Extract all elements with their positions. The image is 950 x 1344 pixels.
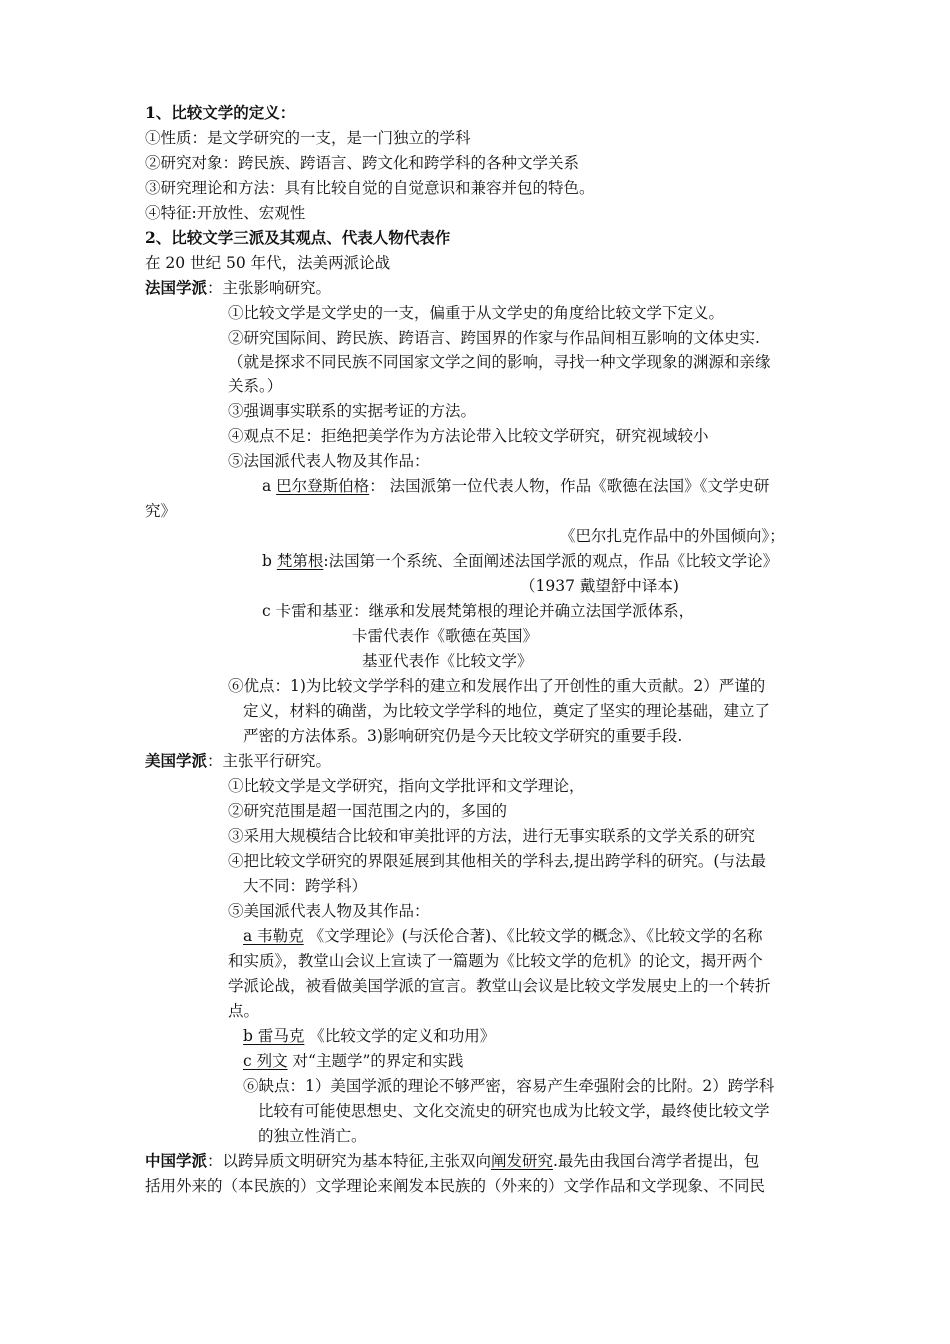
- american-rep-b: [243, 1024, 495, 1048]
- french-advantages-continued: 定义，材料的确凿，为比较文学学科的地位，奠定了坚实的理论基础，建立了: [243, 702, 771, 720]
- french-point-continued: （就是探求不同民族不同国家文学之间的影响，寻找一种文学现象的渊源和亲缘: [228, 353, 771, 371]
- chinese-school-label: 中国学派: [145, 1151, 208, 1170]
- intro-text: 在 20 世纪 50 年代，法美两派论战: [145, 254, 391, 272]
- chinese-school-header: [145, 1149, 759, 1173]
- american-point: ②研究范围是超一国范围之内的，多国的: [228, 802, 508, 820]
- american-disadvantages-continued: 比较有可能使思想史、文化交流史的研究也成为比较文学，最终使比较文学: [258, 1102, 770, 1120]
- french-rep-c: c 卡雷和基亚：继承和发展梵第根的理论并确立法国学派体系，: [262, 602, 695, 620]
- american-disadvantages-continued: 的独立性消亡。: [258, 1127, 367, 1145]
- rep-description: 对“主题学”的界定和实践: [287, 1052, 464, 1070]
- american-point: ⑤美国派代表人物及其作品：: [228, 902, 430, 920]
- definition-item: ②研究对象：跨民族、跨语言、跨文化和跨学科的各种文学关系: [145, 154, 580, 172]
- french-point: ⑤法国派代表人物及其作品：: [228, 452, 430, 470]
- rep-prefix: a: [262, 477, 277, 495]
- french-point: ②研究国际间、跨民族、跨语言、跨国界的作家与作品间相互影响的文体史实.: [228, 329, 760, 347]
- american-disadvantages: ⑥缺点：1）美国学派的理论不够严密，容易产生牵强附会的比附。2）跨学科: [243, 1077, 775, 1095]
- american-point: ④把比较文学研究的界限延展到其他相关的学科去,提出跨学科的研究。(与法最: [228, 852, 766, 870]
- french-rep-a-more: 《巴尔扎克作品中的外国倾向》；: [560, 527, 785, 545]
- american-point-continued: 大不同：跨学科）: [243, 877, 368, 895]
- rep-description: ： 法国派第一位代表人物，作品《歌德在法国》《文学史研: [369, 477, 770, 495]
- french-advantages: ⑥优点：1)为比较文学学科的建立和发展作出了开创性的重大贡献。2）严谨的: [228, 677, 766, 695]
- rep-description: 《比较文学的定义和功用》: [304, 1027, 496, 1045]
- chinese-school-continued: 括用外来的（本民族的）文学理论来阐发本民族的（外来的）文学作品和文学现象、不同民: [145, 1177, 766, 1195]
- french-advantages-continued: 严密的方法体系。3)影响研究仍是今天比较文学研究的重要手段.: [243, 727, 683, 745]
- french-rep-a: [262, 474, 769, 498]
- american-rep-a-continued: 和实质》，教堂山会议上宣读了一篇题为《比较文学的危机》的论文，揭开两个: [228, 952, 763, 970]
- rep-name-levin: c 列文: [243, 1052, 288, 1070]
- french-point-continued: 关系。）: [228, 377, 283, 395]
- american-point: ①比较文学是文学研究，指向文学批评和文学理论，: [228, 777, 585, 795]
- american-rep-a-continued: 学派论战，被看做美国学派的宣言。教堂山会议是比较文学发展史上的一个转折: [228, 977, 771, 995]
- rep-name-baldensperger: 巴尔登斯伯格: [276, 477, 370, 495]
- american-school-label: 美国学派: [145, 751, 208, 770]
- french-school-claim: ：主张影响研究。: [207, 279, 332, 297]
- french-rep-b-more: （1937 戴望舒中译本): [520, 577, 679, 595]
- french-rep-a-wrap: 究》: [145, 502, 177, 520]
- french-point: ④观点不足：拒绝把美学作为方法论带入比较文学研究，研究视域较小: [228, 427, 709, 445]
- french-rep-c-work: 基亚代表作《比较文学》: [362, 652, 533, 670]
- chinese-school-elucidation-term: 阐发研究: [490, 1152, 553, 1170]
- french-point: ①比较文学是文学史的一支，偏重于从文学史的角度给比较文学下定义。: [228, 304, 725, 322]
- definition-item: ④特征:开放性、宏观性: [145, 204, 306, 222]
- definition-item: ①性质：是文学研究的一支，是一门独立的学科: [145, 129, 471, 147]
- french-point: ③强调事实联系的实据考证的方法。: [228, 402, 477, 420]
- section-heading-definition: 1、比较文学的定义：: [145, 103, 296, 122]
- definition-item: ③研究理论和方法：具有比较自觉的自觉意识和兼容并包的特色。: [145, 179, 595, 197]
- american-rep-a: [243, 924, 762, 948]
- american-school-header: [145, 749, 331, 773]
- american-rep-c: [243, 1049, 463, 1073]
- rep-name-van-tieghem: 梵第根: [276, 552, 324, 570]
- chinese-school-text: ：以跨异质文明研究为基本特征,主张双向: [207, 1152, 491, 1170]
- american-point: ③采用大规模结合比较和审美批评的方法，进行无事实联系的文学关系的研究: [228, 827, 756, 845]
- american-school-claim: ：主张平行研究。: [207, 752, 332, 770]
- american-rep-a-continued: 点。: [228, 1002, 260, 1020]
- french-rep-c-work: 卡雷代表作《歌德在英国》: [352, 627, 539, 645]
- rep-description: :法国第一个系统、全面阐述法国学派的观点，作品《比较文学论》: [323, 552, 779, 570]
- section-heading-schools: 2、比较文学三派及其观点、代表人物代表作: [145, 228, 451, 247]
- french-school-header: [145, 276, 331, 300]
- chinese-school-text: .最先由我国台湾学者提出，包: [552, 1152, 760, 1170]
- rep-name-remak: b 雷马克: [243, 1027, 305, 1045]
- rep-description: 《文学理论》(与沃伦合著)、《比较文学的概念》、《比较文学的名称: [303, 927, 763, 945]
- french-rep-b: [262, 549, 778, 573]
- french-school-label: 法国学派: [145, 278, 208, 297]
- rep-prefix: b: [262, 552, 277, 570]
- rep-name-wellek: a 韦勒克: [243, 927, 304, 945]
